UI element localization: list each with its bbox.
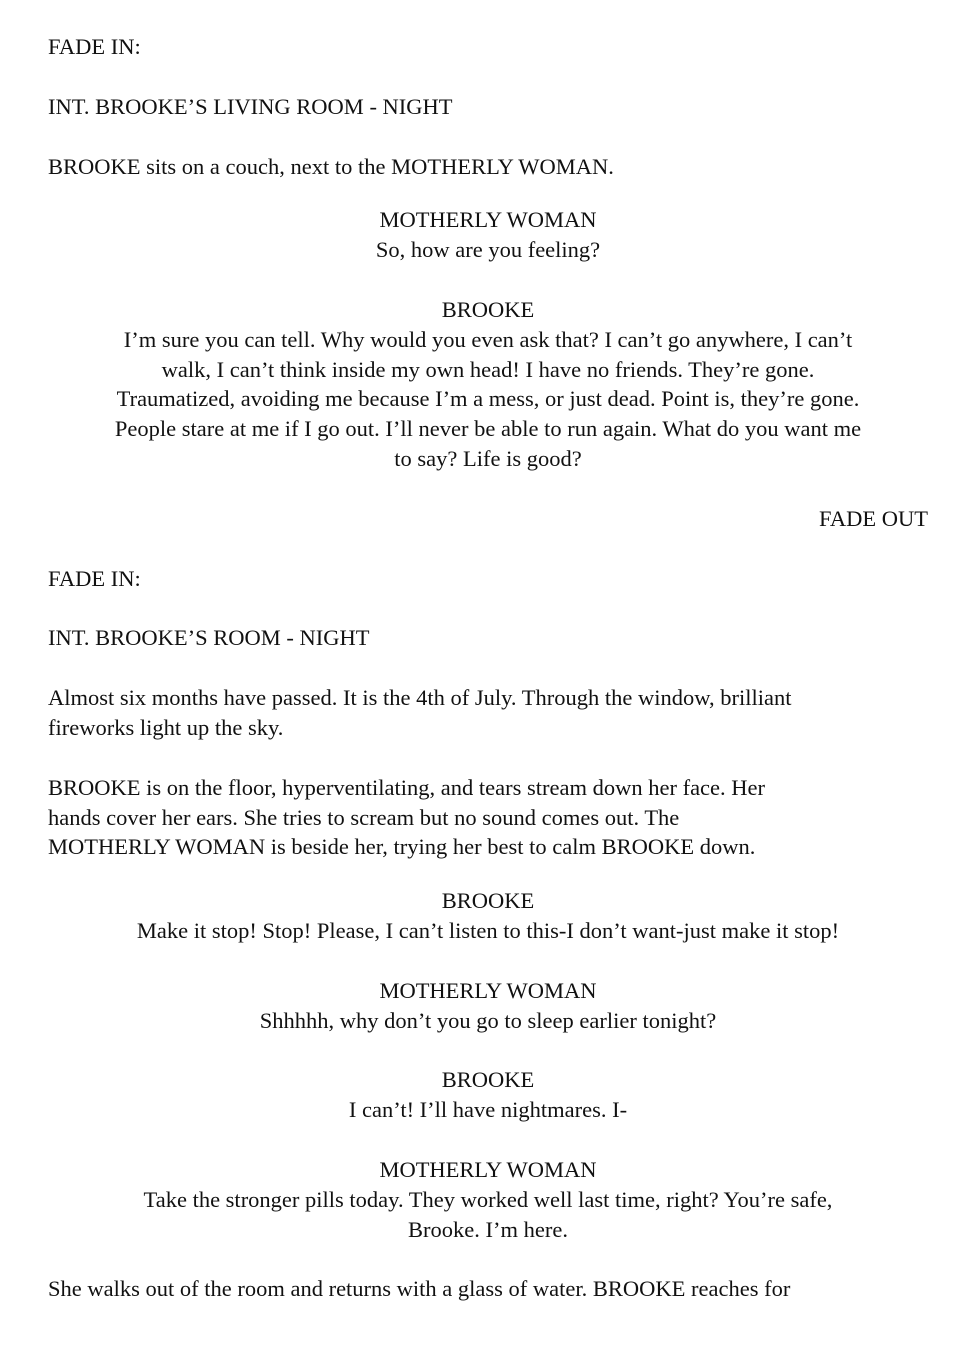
dialogue-line: walk, I can’t think inside my own head! I have no friends. They’re gone. — [161, 356, 815, 382]
action-line: She walks out of the room and returns with a glass of water. BROOKE reaches for — [48, 1276, 791, 1302]
action-line: MOTHERLY WOMAN is beside her, trying her best to calm BROOKE down. — [48, 834, 756, 860]
scene-heading: INT. BROOKE’S ROOM - NIGHT — [48, 625, 370, 651]
transition-fade-in: FADE IN: — [48, 34, 141, 59]
scene-heading: INT. BROOKE’S LIVING ROOM - NIGHT — [48, 93, 453, 119]
transition-fade-out: FADE OUT — [819, 505, 928, 531]
character-name: BROOKE — [441, 888, 535, 914]
dialogue-line: to say? Life is good? — [394, 445, 582, 471]
transition-fade-in: FADE IN: — [48, 565, 141, 591]
dialogue-line: People stare at me if I go out. I’ll never be able to run again. What do you want me — [114, 416, 862, 442]
dialogue-line: Shhhhh, why don’t you go to sleep earlier tonight? — [259, 1007, 717, 1033]
dialogue-line: Take the stronger pills today. They worked well last time, right? You’re safe, — [143, 1186, 833, 1212]
character-name: MOTHERLY WOMAN — [379, 977, 597, 1003]
dialogue-line: So, how are you feeling? — [375, 237, 601, 263]
dialogue-line: Brooke. I’m here. — [408, 1216, 568, 1242]
screenplay-page — [48, 32, 928, 1304]
action-line: BROOKE sits on a couch, next to the MOTHERLY WOMAN. — [48, 153, 614, 179]
action-line: BROOKE is on the floor, hyperventilating, and tears stream down her face. Her — [48, 774, 766, 800]
character-name: BROOKE — [441, 296, 535, 322]
character-name: MOTHERLY WOMAN — [379, 207, 597, 233]
dialogue-line: I’m sure you can tell. Why would you even ask that? I can’t go anywhere, I can’t — [123, 326, 853, 352]
dialogue-line: Make it stop! Stop! Please, I can’t listen to this-I don’t want-just make it stop! — [136, 917, 840, 943]
character-name: MOTHERLY WOMAN — [379, 1156, 597, 1182]
action-line: Almost six months have passed. It is the 4th of July. Through the window, brilliant — [48, 685, 792, 711]
action-line: fireworks light up the sky. — [48, 714, 284, 740]
action-line: hands cover her ears. She tries to scream but no sound comes out. The — [48, 804, 680, 830]
dialogue-line: I can’t! I’ll have nightmares. I- — [348, 1097, 628, 1123]
dialogue-line: Traumatized, avoiding me because I’m a mess, or just dead. Point is, they’re gone. — [116, 386, 860, 412]
character-name: BROOKE — [441, 1067, 535, 1093]
